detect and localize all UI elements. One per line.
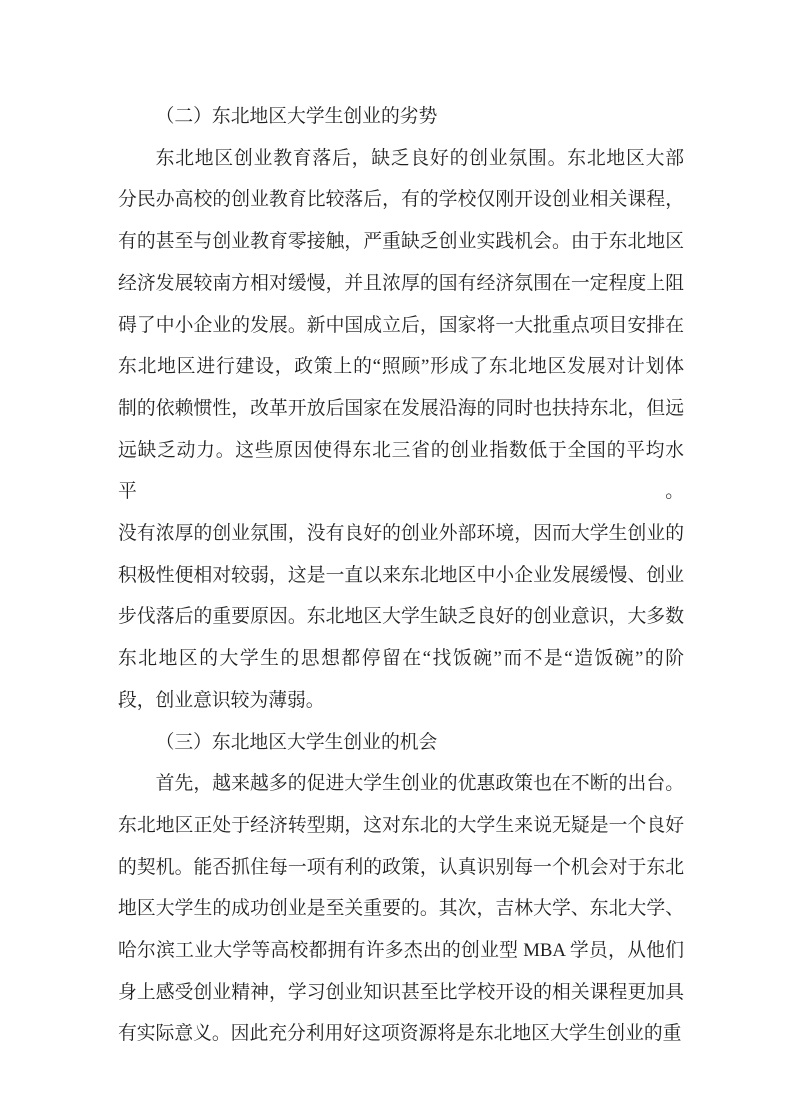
text-line: 分民办高校的创业教育比较落后，有的学校仅刚开设创业相关课程， xyxy=(118,189,684,211)
text-line: 东北地区正处于经济转型期，这对东北的大学生来说无疑是一个良好 xyxy=(118,814,684,836)
text-line: 段，创业意识较为薄弱。 xyxy=(118,689,325,711)
text-line: 东北地区创业教育落后，缺乏良好的创业氛围。东北地区大部 xyxy=(155,147,684,169)
text-line: 制的依赖惯性，改革开放后国家在发展沿海的同时也扶持东北，但远 xyxy=(118,397,684,419)
text-line: 东北地区进行建设，政策上的“照顾”形成了东北地区发展对计划体 xyxy=(118,356,684,378)
text-line: 碍了中小企业的发展。新中国成立后，国家将一大批重点项目安排在 xyxy=(118,314,684,336)
text-line: 经济发展较南方相对缓慢，并且浓厚的国有经济氛围在一定程度上阻 xyxy=(118,272,684,294)
section-heading: （二）东北地区大学生创业的劣势 xyxy=(155,106,438,127)
text-line: 东北地区的大学生的思想都停留在“找饭碗”而不是“造饭碗”的阶 xyxy=(118,648,684,670)
text-line: 地区大学生的成功创业是至关重要的。其次，吉林大学、东北大学、 xyxy=(118,898,684,920)
section-heading: （三）东北地区大学生创业的机会 xyxy=(155,731,438,753)
text-line: 的契机。能否抓住每一项有利的政策，认真识别每一个机会对于东北 xyxy=(118,856,684,878)
text-line: 哈尔滨工业大学等高校都拥有许多杰出的创业型 MBA 学员，从他们 xyxy=(118,940,684,962)
text-line: 身上感受创业精神，学习创业知识甚至比学校开设的相关课程更加具 xyxy=(118,981,684,1003)
text-line: 没有浓厚的创业氛围，没有良好的创业外部环境，因而大学生创业的 xyxy=(118,523,684,545)
text-line: 有实际意义。因此充分利用好这项资源将是东北地区大学生创业的重 xyxy=(118,1023,682,1045)
text-line: 有的甚至与创业教育零接触，严重缺乏创业实践机会。由于东北地区 xyxy=(118,231,684,253)
text-line: 远缺乏动力。这些原因使得东北三省的创业指数低于全国的平均水平。 xyxy=(118,439,684,503)
text-line: 积极性便相对较弱，这是一直以来东北地区中小企业发展缓慢、创业 xyxy=(118,564,684,586)
text-line: 步伐落后的重要原因。东北地区大学生缺乏良好的创业意识，大多数 xyxy=(118,606,684,628)
text-line: 首先，越来越多的促进大学生创业的优惠政策也在不断的出台。 xyxy=(155,773,684,795)
document-content xyxy=(118,96,684,1055)
